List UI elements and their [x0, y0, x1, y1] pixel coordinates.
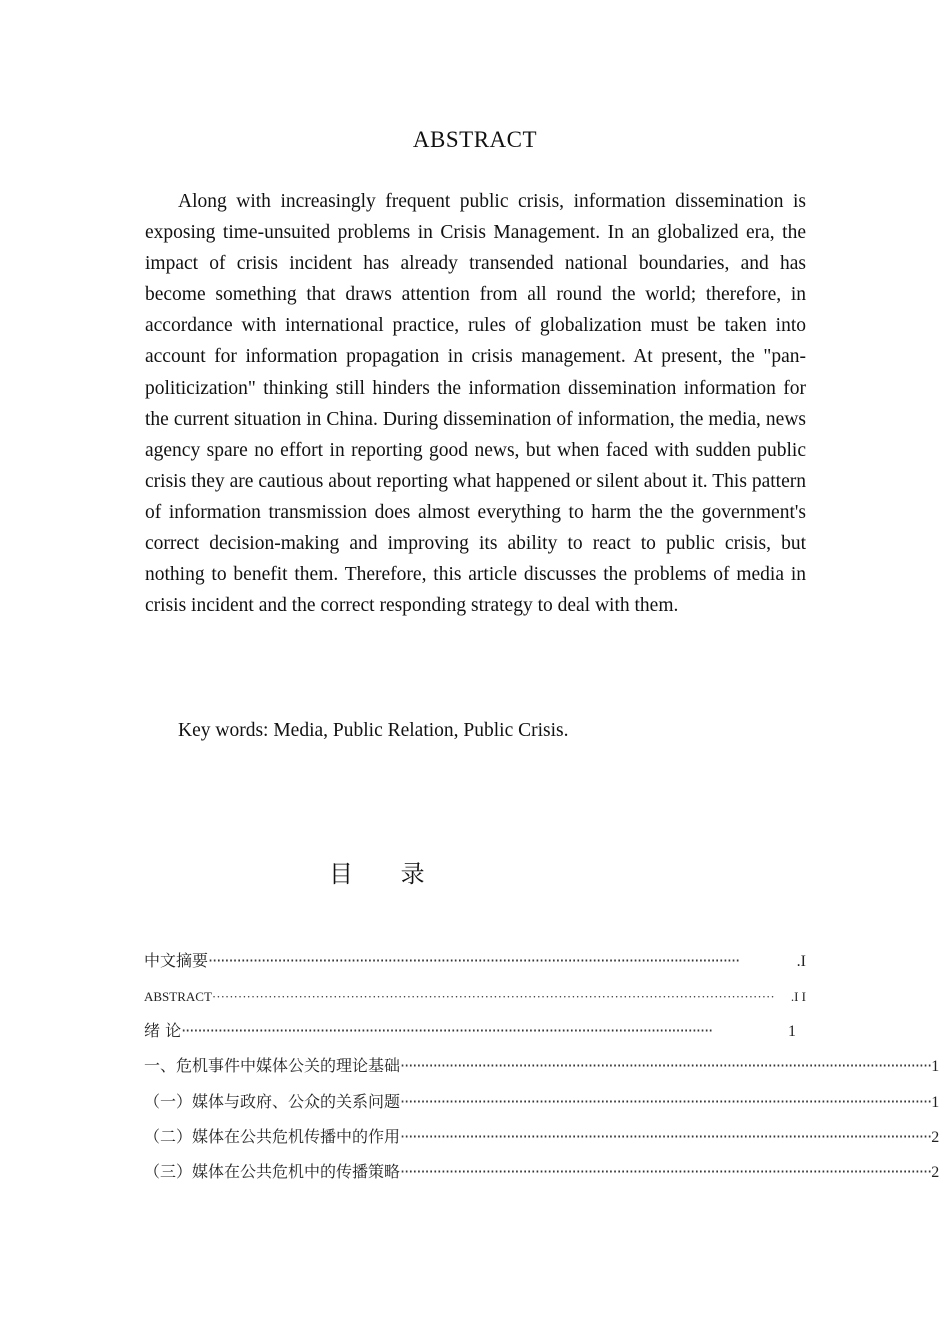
toc-entry-label: （二）媒体在公共危机传播中的作用	[144, 1127, 401, 1146]
toc-entry-label: （三）媒体在公共危机中的传播策略	[144, 1162, 401, 1181]
toc-dot-leader: ··································································································································	[211, 989, 775, 1004]
toc-entry-page: 2	[931, 1129, 940, 1146]
toc-entry-label: 一、危机事件中媒体公关的理论基础	[144, 1056, 401, 1075]
toc-entry-chinese-abstract	[144, 948, 806, 974]
toc-entry-page: .I I	[790, 989, 806, 1004]
toc-entry-introduction	[144, 1018, 796, 1044]
abstract-keywords: Key words: Media, Public Relation, Public Crisis.	[178, 720, 569, 741]
toc-dot-leader: ··································································································································	[400, 1162, 932, 1181]
abstract-title: ABSTRACT	[412, 127, 538, 152]
toc-title: 目 录	[329, 860, 445, 888]
toc-entry-page: .I	[796, 953, 806, 970]
toc-entry-label: （一）媒体与政府、公众的关系问题	[144, 1092, 401, 1111]
toc-entry-label: 中文摘要	[144, 951, 209, 970]
toc-entry-section-1-2	[144, 1124, 940, 1150]
toc-entry-page: 1	[931, 1058, 940, 1075]
toc-entry-page: 1	[788, 1023, 796, 1040]
toc-entry-chapter-1	[144, 1053, 940, 1079]
toc-entry-abstract	[144, 984, 806, 1010]
toc-dot-leader: ··································································································································	[400, 1092, 932, 1111]
toc-entry-section-1-3	[144, 1159, 940, 1185]
toc-dot-leader: ··································································································································	[400, 1127, 932, 1146]
toc-entry-label: ABSTRACT	[144, 989, 212, 1004]
toc-entry-label: 绪 论	[144, 1021, 182, 1040]
abstract-body: Along with increasingly frequent public crisis, information dissemination is exposing time-unsuited problems in Crisis Management. In an globalized era, the impact of crisis incident has already transended national boundaries, and has become something that draws attention from all round the world; therefore, in accordance with international practice, rules of globalization must be taken into account for information propagation in crisis management. At present, the "pan-politicization" thinking still hinders the information dissemination information for the current situation in China. During dissemination of information, the media, news agency spare no effort in reporting good news, but when faced with sudden public crisis they are cautious about reporting what happened or silent about it. This pattern of information transmission does almost everything to harm the the government's correct decision-making and improving its ability to react to public crisis, but nothing to benefit them. Therefore, this article discusses the problems of media in crisis incident and the correct responding strategy to deal with them.	[145, 191, 806, 617]
toc-dot-leader: ··································································································································	[400, 1056, 932, 1075]
toc-dot-leader: ··································································································································	[208, 951, 740, 970]
toc-entry-page: 2	[931, 1164, 940, 1181]
toc-entry-section-1-1	[144, 1089, 940, 1115]
toc-entry-page: 1	[931, 1094, 940, 1111]
toc-dot-leader: ··································································································································	[181, 1021, 713, 1040]
